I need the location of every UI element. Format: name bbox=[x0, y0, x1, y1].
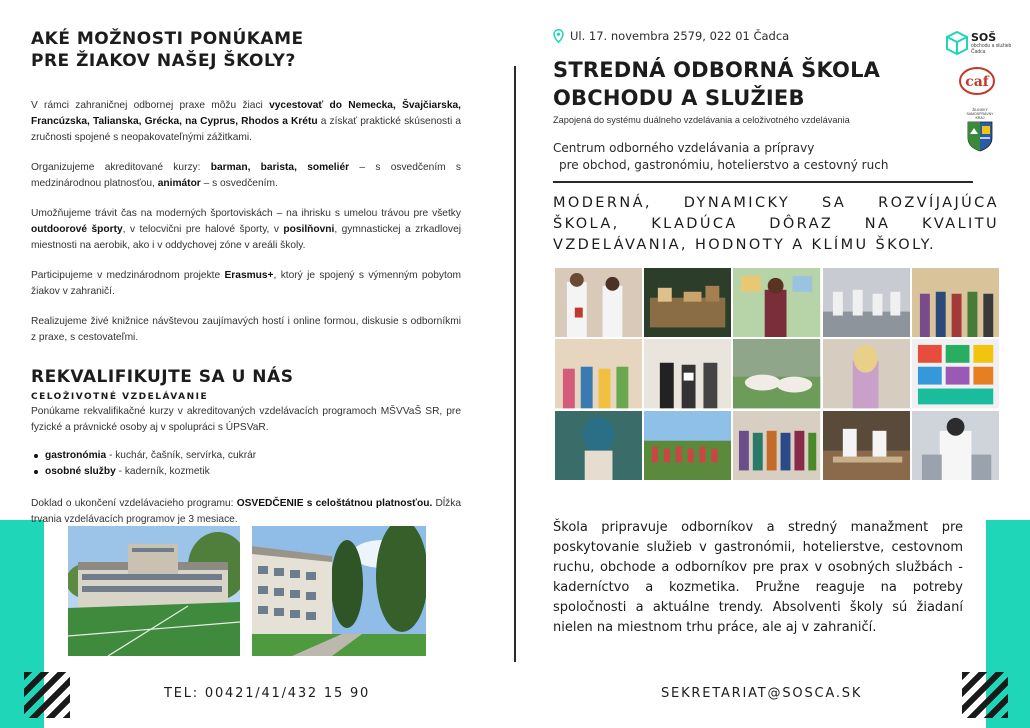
stripes-decoration-right bbox=[962, 672, 1008, 718]
caf-logo-mark bbox=[958, 66, 996, 96]
collage-photo bbox=[823, 268, 910, 337]
school-building-photo bbox=[252, 526, 426, 656]
left-column bbox=[31, 28, 461, 528]
list-item: gastronómia - kuchár, čašník, servírka, cukrár bbox=[31, 448, 461, 464]
school-name bbox=[553, 56, 943, 112]
collage-photo bbox=[555, 268, 642, 337]
cube-icon bbox=[946, 31, 968, 55]
requalify-heading: REKVALIFIKUJTE SA U NÁS bbox=[31, 367, 294, 387]
course-list bbox=[31, 448, 461, 480]
centrum-line1: Centrum odborného vzdelávania a prípravy bbox=[553, 141, 815, 155]
caf-logo bbox=[958, 66, 996, 96]
svg-text:caf: caf bbox=[965, 74, 989, 90]
paragraph-courses: Organizujeme akreditované kurzy: barman, barista, someliér – s osvedčením s medzinárodnou platnosťou, animátor – s osvedčením. bbox=[31, 162, 462, 189]
collage-photo bbox=[823, 411, 910, 480]
paragraph-living-libraries: Realizujeme živé knižnice návštevou zaujímavých hostí i online formou, diskusie s odborníkmi z praxe, s cestovateľmi. bbox=[31, 316, 461, 343]
school-motto bbox=[553, 193, 999, 256]
stripes-decoration-left bbox=[24, 672, 70, 718]
centrum-line2: pre obchod, gastronómiu, hotelierstvo a cestovný ruch bbox=[559, 158, 889, 172]
options-heading-line2: PRE ŽIAKOV NAŠEJ ŠKOLY? bbox=[31, 51, 296, 71]
centrum-description bbox=[553, 140, 963, 174]
crest-label: ŽILINSKÝ SAMOSPRÁVNY KRAJ bbox=[966, 108, 994, 120]
lifelong-learning-subheading: CELOŽIVOTNÉ VZDELÁVANIE bbox=[31, 392, 209, 402]
address-text: Ul. 17. novembra 2579, 022 01 Čadca bbox=[570, 29, 790, 43]
collage-photo bbox=[912, 339, 999, 408]
footer-email[interactable]: SEKRETARIAT@SOSCA.SK bbox=[661, 686, 863, 701]
collage-photo bbox=[555, 411, 642, 480]
dual-education-tagline: Zapojená do systému duálneho vzdelávania a celoživotného vzdelávania bbox=[553, 115, 850, 125]
paragraph-certificate: Doklad o ukončení vzdelávacieho programu: OSVEDČENIE s celoštátnou platnosťou. Dĺžka trvania vzdelávacích programov je 3 mesiace. bbox=[31, 498, 461, 525]
collage-photo bbox=[733, 339, 820, 408]
column-divider bbox=[514, 66, 516, 662]
location-pin-icon bbox=[553, 29, 564, 43]
collage-photo bbox=[644, 268, 731, 337]
collage-photo bbox=[644, 339, 731, 408]
school-name-line2: OBCHODU A SLUŽIEB bbox=[553, 86, 805, 110]
options-heading bbox=[31, 28, 461, 72]
collage-photo bbox=[912, 411, 999, 480]
sos-logo bbox=[946, 28, 1016, 58]
collage-photo bbox=[733, 268, 820, 337]
collage-photo bbox=[644, 411, 731, 480]
collage-photo bbox=[823, 339, 910, 408]
photo-collage bbox=[555, 268, 999, 480]
collage-photo bbox=[912, 268, 999, 337]
zilina-region-crest bbox=[962, 108, 998, 154]
school-name-line1: STREDNÁ ODBORNÁ ŠKOLA bbox=[553, 58, 881, 82]
sos-logo-line1: obchodu a služieb bbox=[971, 42, 1012, 49]
paragraph-sports: Umožňujeme trávit čas na moderných športoviskách – na ihrisku s umelou trávou pre všetky outdoorové športy, v telocvični pre halové športy, v posilňovni, gymnastickej a zrkadlovej miestnosti na aerobik, ako i v oddychovej zóne v areáli školy. bbox=[31, 208, 461, 251]
motto-line1: MODERNÁ, DYNAMICKY SA ROZVÍJAJÚCA bbox=[553, 195, 999, 211]
sos-logo-line2: Čadca bbox=[971, 48, 986, 55]
motto-line3: VZDELÁVANIA, HODNOTY A KLÍMU ŠKOLY. bbox=[553, 237, 936, 253]
sos-logo-title: SOŠ bbox=[971, 30, 997, 44]
address bbox=[553, 29, 789, 43]
collage-photo bbox=[555, 339, 642, 408]
footer-phone: TEL: 00421/41/432 15 90 bbox=[164, 686, 371, 701]
collage-photo bbox=[733, 411, 820, 480]
section-rule bbox=[553, 181, 973, 183]
paragraph-erasmus: Participujeme v medzinárodnom projekte Erasmus+, ktorý je spojený s výmenným pobytom žiakov v zahraničí. bbox=[31, 270, 461, 297]
options-heading-line1: AKÉ MOŽNOSTI PONÚKAME bbox=[31, 29, 304, 49]
school-description: Škola pripravuje odborníkov a stredný manažment pre poskytovanie služieb v gastronómii, hotelierstve, cestovnom ruchu, obchode a odborníkov pre prax v osobných službách - kaderníctvo a kozmetika. Pružne reaguje na potreby spoločnosti a aktuálne trendy. Absolventi školy sú žiadaní nielen na miestnom trhu práce, ale aj v zahraničí. bbox=[553, 520, 963, 635]
school-sports-field-photo bbox=[68, 526, 240, 656]
paragraph-abroad-practice: V rámci zahraničnej odbornej praxe môžu žiaci vycestovať do Nemecka, Švajčiarska, Francúzska, Talianska, Grécka, na Cyprus, Rhodos a Krétu a získať praktické skúsenosti a zručnosti spojené s neopakovateľnými zážitkami. bbox=[31, 100, 461, 143]
list-item: osobné služby - kaderník, kozmetik bbox=[31, 464, 461, 480]
coat-of-arms-icon bbox=[962, 120, 998, 152]
paragraph-requalification: Ponúkame rekvalifikačné kurzy v akreditovaných vzdelávacích programoch MŠVVaŠ SR, pre fyzické a právnické osoby aj v spolupráci s ÚPSVaR. bbox=[31, 406, 461, 433]
motto-line2: ŠKOLA, KLADÚCA DÔRAZ NA KVALITU bbox=[553, 216, 999, 232]
